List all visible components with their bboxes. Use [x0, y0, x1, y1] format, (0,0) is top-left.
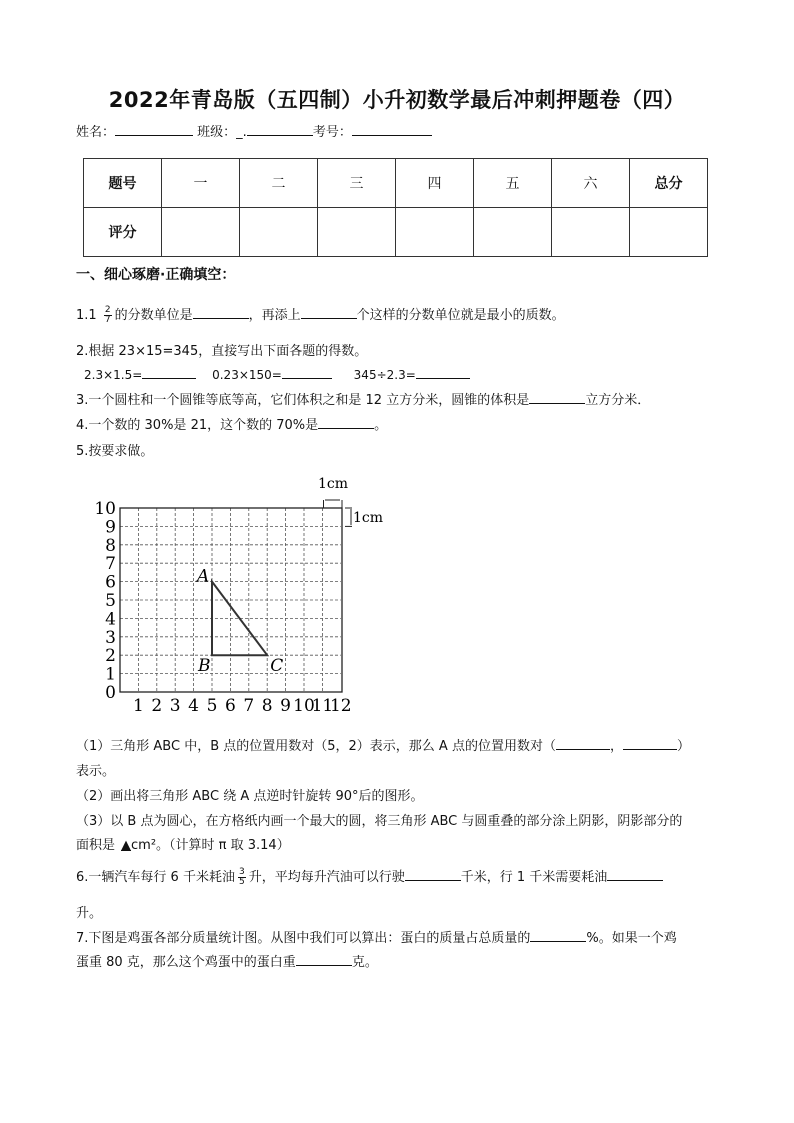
question-text: 蛋重 80 克，那么这个鸡蛋中的蛋白重	[76, 955, 296, 970]
x-tick-label: 8	[261, 696, 273, 715]
x-tick-label: 5	[206, 696, 218, 715]
y-tick-label: 8	[105, 535, 116, 556]
score-cell[interactable]	[162, 208, 240, 257]
question-text: 千米，行 1 千米需要耗油	[460, 870, 608, 885]
answer-placeholder-mark[interactable]: ▲	[121, 838, 132, 853]
y-tick-label: 1	[105, 664, 116, 685]
expression: 0.23×150=	[212, 368, 282, 382]
y-axis-ticks	[94, 499, 116, 703]
question-text: 的分数单位是	[114, 308, 193, 323]
fraction	[104, 306, 112, 325]
fraction	[238, 868, 246, 887]
answer-blank[interactable]	[282, 366, 332, 379]
class-mark: _.	[236, 125, 247, 140]
question-text: cm²。（计算时 π 取 3.14）	[131, 838, 290, 853]
x-tick-label: 2	[151, 696, 163, 715]
question-text: 个这样的分数单位就是最小的质数。	[356, 308, 565, 323]
score-header-cell: 六	[552, 159, 630, 208]
y-tick-label: 7	[105, 554, 116, 575]
expression: 2.3×1.5=	[84, 368, 143, 382]
x-tick-label: 10	[293, 696, 315, 715]
class-blank[interactable]	[247, 123, 313, 136]
score-table-score-row	[84, 208, 708, 257]
question-6	[76, 866, 663, 887]
score-header-cell: 四	[396, 159, 474, 208]
student-info-line	[76, 121, 432, 140]
answer-blank[interactable]	[529, 391, 585, 404]
x-tick-label: 11	[311, 696, 334, 715]
score-cell[interactable]	[552, 208, 630, 257]
fraction-numerator: 3	[238, 867, 245, 877]
grid-lines	[120, 508, 341, 692]
y-tick-label: 2	[105, 646, 116, 667]
question-text: 面积是	[76, 838, 116, 853]
question-text: （1）三角形 ABC 中，B 点的位置用数对（5，2）表示，那么 A 点的位置用数对（	[76, 739, 556, 754]
y-tick-label: 4	[105, 609, 116, 630]
answer-blank[interactable]	[142, 366, 196, 379]
vertex-label-c: C	[270, 656, 284, 677]
y-tick-label: 6	[105, 572, 116, 593]
question-text: 6.一辆汽车每行 6 千米耗油	[76, 870, 235, 885]
question-text: 。	[374, 418, 388, 433]
question-2: 2.根据 23×15=345，直接写出下面各题的得数。	[76, 344, 368, 359]
answer-blank[interactable]	[301, 306, 357, 319]
score-cell[interactable]	[474, 208, 552, 257]
x-tick-label: 9	[280, 696, 292, 715]
section-heading: 一、细心琢磨·正确填空：	[76, 267, 236, 283]
question-text: 克。	[351, 955, 378, 970]
name-blank[interactable]	[115, 123, 193, 136]
y-tick-label: 0	[105, 683, 116, 703]
x-tick-label: 3	[169, 696, 181, 715]
score-header-cell: 总分	[630, 159, 708, 208]
y-tick-label: 5	[105, 591, 116, 611]
score-cell[interactable]	[240, 208, 318, 257]
question-text: ，	[609, 739, 623, 754]
question-5-part-1-cont: 表示。	[76, 764, 116, 779]
answer-blank[interactable]	[296, 953, 352, 966]
question-5-part-1	[76, 735, 690, 754]
score-header-cell: 题号	[84, 159, 162, 208]
x-tick-label: 1	[132, 696, 144, 715]
name-label: 姓名：	[76, 125, 116, 140]
page-title: 2022年青岛版（五四制）小升初数学最后冲刺押题卷（四）	[108, 88, 686, 112]
y-tick-label: 10	[94, 499, 116, 519]
question-5-part-3: （3）以 B 点为圆心，在方格纸内画一个最大的圆，将三角形 ABC 与圆重叠的部分涂上阴影，阴影部分的	[76, 814, 683, 829]
answer-blank[interactable]	[193, 306, 249, 319]
question-6-cont: 升。	[76, 906, 103, 921]
triangle-vertex-labels	[195, 567, 283, 677]
answer-blank[interactable]	[318, 416, 374, 429]
y-tick-label: 9	[105, 517, 116, 538]
scale-x-label: 1cm	[318, 476, 349, 492]
question-4	[76, 414, 387, 433]
score-table	[83, 158, 708, 257]
score-header-cell: 一	[162, 159, 240, 208]
fraction-denominator: 7	[104, 315, 111, 325]
question-3	[76, 389, 650, 408]
question-5: 5.按要求做。	[76, 444, 154, 459]
question-text: ）	[676, 739, 690, 754]
answer-blank[interactable]	[405, 868, 461, 881]
answer-blank[interactable]	[530, 929, 586, 942]
answer-blank[interactable]	[623, 737, 677, 750]
y-tick-label: 3	[105, 627, 116, 648]
fraction-numerator: 2	[104, 305, 111, 315]
answer-blank[interactable]	[607, 868, 663, 881]
score-cell[interactable]	[630, 208, 708, 257]
score-cell[interactable]	[396, 208, 474, 257]
answer-blank[interactable]	[416, 366, 470, 379]
question-text: 升，平均每升汽油可以行驶	[248, 870, 405, 885]
answer-blank[interactable]	[556, 737, 610, 750]
score-header-cell: 三	[318, 159, 396, 208]
question-text: 4.一个数的 30%是 21，这个数的 70%是	[76, 418, 319, 433]
question-1	[76, 304, 565, 325]
score-header-cell: 二	[240, 159, 318, 208]
question-7	[76, 927, 677, 946]
score-row-label: 评分	[84, 208, 162, 257]
score-cell[interactable]	[318, 208, 396, 257]
question-5-part-2: （2）画出将三角形 ABC 绕 A 点逆时针旋转 90°后的图形。	[76, 789, 424, 804]
score-table-header-row	[84, 159, 708, 208]
exam-label: 考号：	[312, 125, 352, 140]
question-text: 3.一个圆柱和一个圆锥等底等高，它们体积之和是 12 立方分米，圆锥的体积是	[76, 393, 530, 408]
question-text: 7.下图是鸡蛋各部分质量统计图。从图中我们可以算出：蛋白的质量占总质量的	[76, 931, 531, 946]
x-tick-label: 6	[224, 696, 236, 715]
question-2-expressions	[84, 366, 470, 382]
x-tick-label: 7	[243, 696, 255, 715]
score-header-cell: 五	[474, 159, 552, 208]
question-number: 1.1	[76, 308, 97, 323]
question-7-cont	[76, 951, 378, 970]
question-text: 立方分米．	[585, 393, 651, 408]
question-text: ，再添上	[248, 308, 301, 323]
question-5-part-3-cont	[76, 834, 290, 853]
exam-number-blank[interactable]	[352, 123, 432, 136]
vertex-label-b: B	[198, 656, 211, 677]
x-axis-ticks	[133, 696, 352, 715]
fraction-denominator: 5	[238, 877, 245, 887]
coordinate-grid-figure	[90, 470, 400, 715]
class-label: 班级：	[197, 125, 237, 140]
x-tick-label: 12	[329, 696, 352, 715]
scale-y-label: 1cm	[353, 510, 384, 526]
question-text: %。如果一个鸡	[586, 931, 677, 946]
expression: 345÷2.3=	[353, 368, 416, 382]
vertex-label-a: A	[197, 566, 210, 587]
x-tick-label: 4	[188, 696, 200, 715]
